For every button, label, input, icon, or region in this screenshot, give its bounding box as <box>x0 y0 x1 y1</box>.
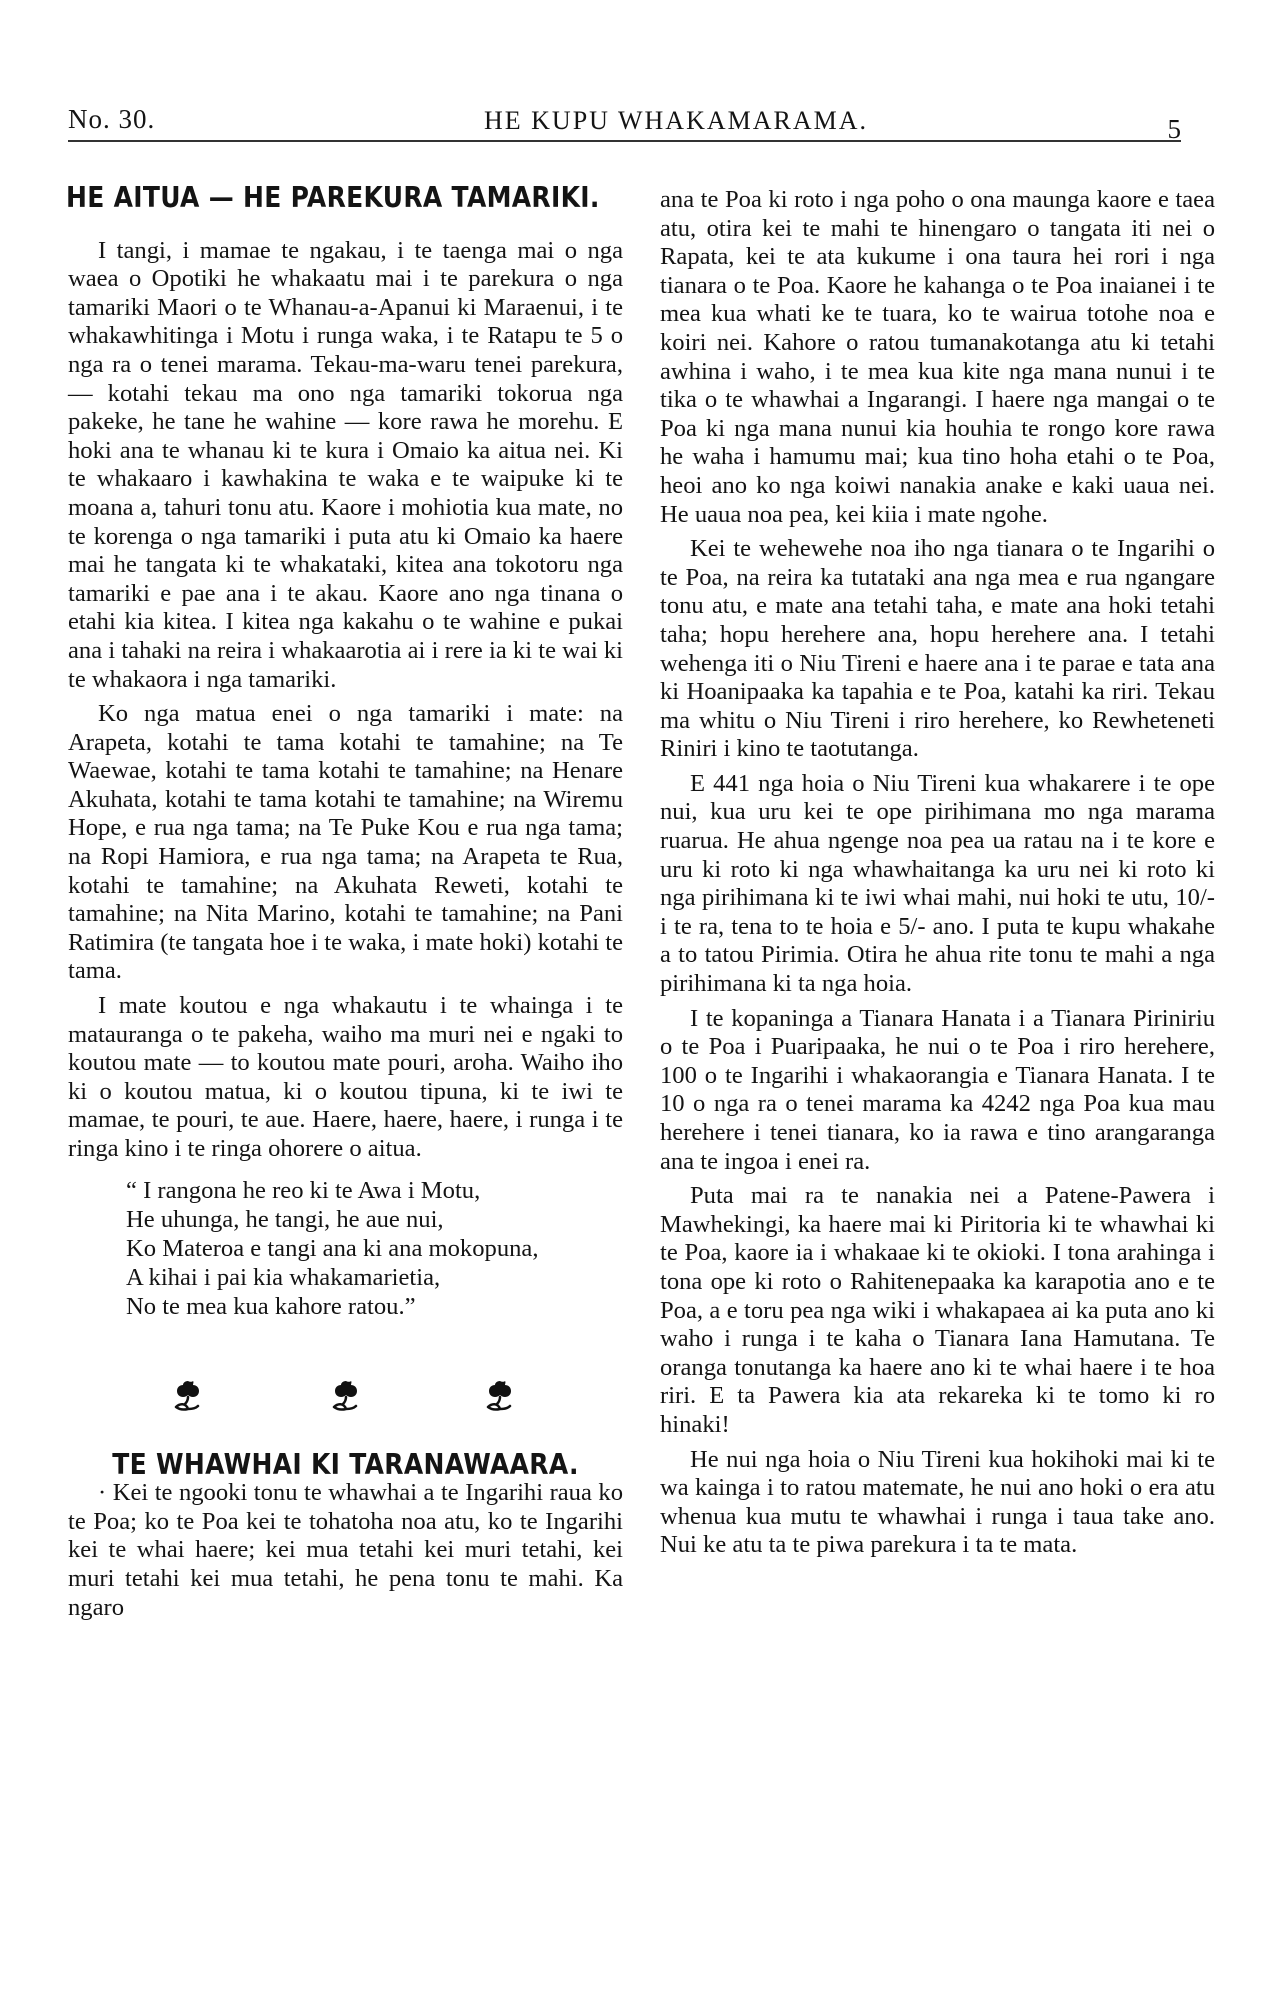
article-paragraph: I mate koutou e nga whakautu i te whainga i te matauranga o te pakeha, waiho ma muri nei e ngaki to koutou mate — to koutou mate pouri, aroha. Waiho iho ki o koutou matua, ki o koutou tipuna, ki te iwi te mamae, te pouri, te aue. Haere, haere, haere, i runga i te ringa kino i te ringa ohorere o aitua. <box>68 992 623 1162</box>
poem-line: Ko Materoa e tangi ana ki ana mokopuna, <box>126 1234 539 1262</box>
poem-quote <box>126 1176 623 1321</box>
header-rule <box>68 140 1181 142</box>
article-paragraph: Kei te wehewehe noa iho nga tianara o te Ingarihi o te Poa, na reira ka tutataki ana nga mea e rua ngangare tonu atu, e mate ana tetahi taha, e mate ana hoki tetahi taha; hopu herehere ana, hopu herehere ana. I tetahi wehenga iti o Niu Tireni e haere ana i te parae e tata ana ki Hoanipaaka ka tapahia e te Poa, katahi ka riri. Tekau ma whitu o Niu Tireni i riro herehere, ko Rewheteneti Riniri i kino te taotutanga. <box>660 535 1215 763</box>
article-paragraph: I te kopaninga a Tianara Hanata i a Tianara Piriniriu o te Poa i Puaripaaka, he nui o te Poa i riro herehere, 100 o te Ingarihi i whakaorangia e Tianara Hanata. I te 10 o nga ra o tenei marama ka 4242 nga Poa kua mau herehere i tenei tianara, ko ia rawa e tino arangaranga ana te ingoa i enei ra. <box>660 1004 1215 1175</box>
article-paragraph: He nui nga hoia o Niu Tireni kua hokihoki mai ki te wa kainga i to ratou matemate, he nui ano hoki o era atu whenua kua mutu te whawhai i runga i taua take ano. Nui ke atu ta te piwa parekura i ta te mata. <box>660 1445 1215 1559</box>
article-paragraph: · Kei te ngooki tonu te whawhai a te Ingarihi raua ko te Poa; ko te Poa kei te tohatoha noa atu, ko te Ingarihi kei te whai haere; kei mua tetahi kei muri tetahi, kei muri tetahi kei mua tetahi, he pena tonu te mahi. Ka ngaro <box>68 1479 623 1621</box>
left-column <box>66 180 623 1628</box>
section-ornaments <box>68 1371 623 1451</box>
article-paragraph: Puta mai ra te nanakia nei a Patene-Pawera i Mawhekingi, ka haere mai ki Piritoria ki te whawhai ki te Poa, kaore ia i whakaae ki te okioki. I tona arahinga i tona ope ki roto o Rahitenepaaka ka karapotia ano e te Poa, a e toru pea nga wiki i whakapaea ai ka puta ano ki waho i runga i te kaha o Tianara Iana Hamutana. Te oranga tonutanga ka haere ano ki te whai haere i te hoa riri. E ta Pawera kia ata rekareka ki te tomo ki ro hinaki! <box>660 1182 1215 1438</box>
page-number: 5 <box>1167 114 1181 144</box>
article-paragraph: ana te Poa ki roto i nga poho o ona maunga kaore e taea atu, otira kei te mahi te hinengaro o tangata iti nei o Rapata, kei te ata kukume i ona taura hei rori i nga tianara o te Poa. Kaore he kahanga o te Poa inaianei i te mea kua whati ke te tuara, ko te wairua totohe noa e koiri nei. Kahore o ratou tumanakotanga atu ki tetahi awhina i waho, i te mea kua kite nga mana nunui i te tika o te whawhai a Ingarangi. I haere nga mangai o te Poa ki nga mana nunui kia houhia te rongo kore rawa he waha i hamumu mai; kua tino hoha etahi o te Poa, heoi ano ko nga koiwi nanakia anake e kaki uaua nei. He uaua noa pea, kei kiia i mate ngohe. <box>660 186 1215 528</box>
article-paragraph: I tangi, i mamae te ngakau, i te taenga mai o nga waea o Opotiki he whakaatu mai i te parekura o nga tamariki Maori o te Whanau-a-Apanui ki Maraenui, i te whakawhitinga i Motu i runga waka, i te Ratapu te 5 o nga ra o tenei marama. Tekau-ma-waru tenei parekura,— kotahi tekau ma ono nga tamariki tokorua nga pakeke, he tane he wahine — kore rawa he morehu. E hoki ana te whanau ki te kura i Omaio ka aitua nei. Ki te whakaaro i kawhakina te waka e te waipuke ki te moana a, tahuri tonu atu. Kaore i mohiotia kua mate, no te korenga o nga tamariki i puta atu ki Omaio ka haere mai he tangata ki te whakataki, kitea ana tokotoru nga tamariki e pae ana i te akau. Kaore ano nga tinana o etahi kia kitea. I kitea nga kakahu o te wahine e pukai ana i tahaki na reira i whakaarotia ai i rere ia ki te wai ki te whakaora i nga tamariki. <box>68 236 623 693</box>
article-paragraph: E 441 nga hoia o Niu Tireni kua whakarere i te ope nui, kua uru kei te ope pirihimana mo nga marama ruarua. He ahua ngenge noa pea ua ratau na i te kore e uru ki roto ki nga whawhaitanga ka uru nei ki roto ki nga pirihimana ki te iwi whai mahi, nui hoki te utu, 10/- i te ra, tena to te hoia e 5/- ano. I puta te kupu whakahe a to tatou Pirimia. Otira he ahua rite tonu te mahi a nga pirihimana ki ta nga hoia. <box>660 769 1215 998</box>
poem-line: No te mea kua kahore ratou.” <box>126 1292 416 1320</box>
poem-line: A kihai i pai kia whakamarietia, <box>126 1263 441 1291</box>
right-column <box>660 186 1215 1566</box>
issue-number: No. 30. <box>68 104 156 134</box>
article-heading: TE WHAWHAI KI TARANAWAARA. <box>112 1447 579 1481</box>
flower-ornament-icon <box>480 1377 520 1417</box>
flower-ornament-icon <box>168 1377 208 1417</box>
flower-ornament-icon <box>326 1377 366 1417</box>
poem-line: He uhunga, he tangi, he aue nui, <box>126 1205 444 1233</box>
running-header <box>64 100 1189 144</box>
poem-line: “ I rangona he reo ki te Awa i Motu, <box>126 1176 481 1204</box>
article-paragraph: Ko nga matua enei o nga tamariki i mate: na Arapeta, kotahi te tama kotahi te tamahine; na Te Waewae, kotahi te tama kotahi te tamahine; na Henare Akuhata, kotahi te tama kotahi te tamahine; na Wiremu Hope, e rua nga tama; na Te Puke Kou e rua nga tama; na Ropi Hamiora, e rua nga tama; na Arapeta te Rua, kotahi te tamahine; na Akuhata Reweti, kotahi te tamahine; na Nita Marino, kotahi te tamahine; na Pani Ratimira (te tangata hoe i te waka, i mate hoki) kotahi te tama. <box>68 700 623 985</box>
publication-title: HE KUPU WHAKAMARAMA. <box>484 106 869 135</box>
article-heading: HE AITUA — HE PAREKURA TAMARIKI. <box>66 180 600 215</box>
